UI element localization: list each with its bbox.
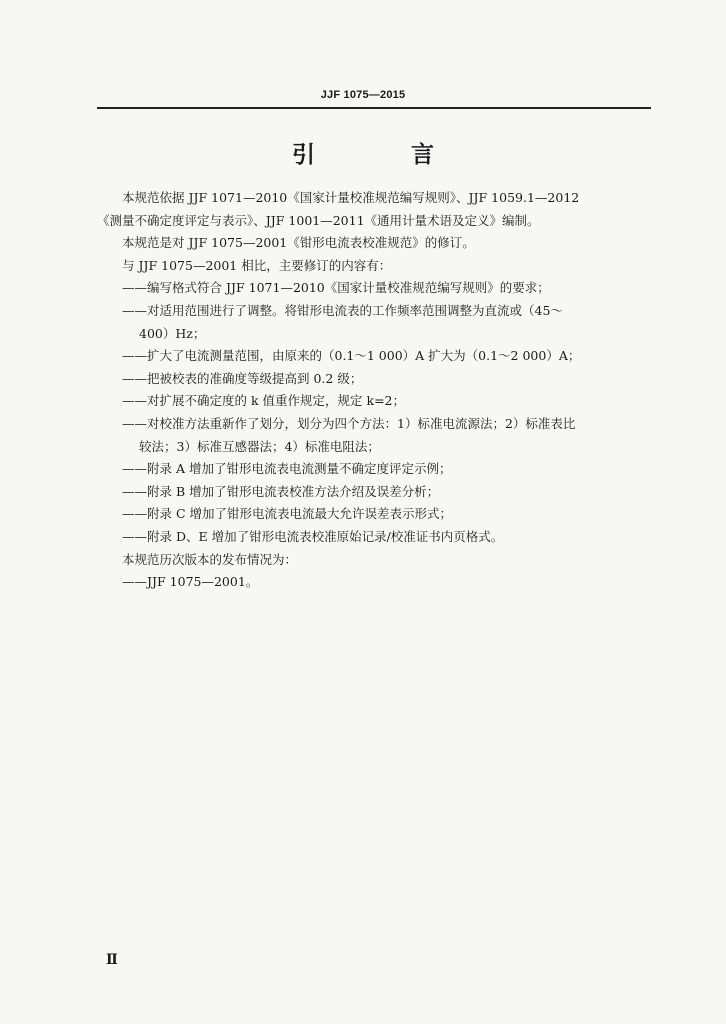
intro-paragraph-line-2: 《测量不确定度评定与表示》、JJF 1001—2011《通用计量术语及定义》编制。: [97, 212, 540, 228]
history-paragraph: 本规范历次版本的发布情况为：: [122, 551, 298, 567]
page-title: 引 言: [291, 142, 478, 168]
header-rule: [97, 107, 651, 109]
list-item: ——附录 D、E 增加了钳形电流表校准原始记录/校准证书内页格式。: [122, 528, 504, 544]
list-item: ——对扩展不确定度的 k 值重作规定，规定 k=2；: [122, 393, 405, 409]
list-item: ——附录 B 增加了钳形电流表校准方法介绍及误差分析；: [122, 483, 440, 499]
page-number: Ⅱ: [106, 952, 118, 968]
list-item: ——附录 C 增加了钳形电流表电流最大允许误差表示形式；: [122, 506, 453, 522]
list-item: ——对适用范围进行了调整。将钳形电流表的工作频率范围调整为直流或（45～: [122, 302, 563, 318]
list-item: ——JJF 1075—2001。: [122, 574, 259, 590]
list-item-continuation: 400）Hz；: [139, 325, 206, 341]
document-body: [97, 187, 651, 594]
intro-paragraph-line-1: 本规范依据 JJF 1071—2010《国家计量校准规范编写规则》、JJF 1059.1—2012: [122, 190, 580, 205]
revision-paragraph: 本规范是对 JJF 1075—2001《钳形电流表校准规范》的修订。: [122, 235, 475, 251]
document-code-header: JJF 1075—2015: [320, 89, 406, 101]
changes-intro: 与 JJF 1075—2001 相比，主要修订的内容有：: [122, 257, 392, 273]
list-item-continuation: 较法；3）标准互感器法；4）标准电阻法；: [139, 438, 380, 454]
list-item: ——扩大了电流测量范围，由原来的（0.1～1 000）A 扩大为（0.1～2 000）A；: [122, 348, 581, 364]
list-item: ——编写格式符合 JJF 1071—2010《国家计量校准规范编写规则》的要求；: [122, 280, 550, 296]
list-item: ——附录 A 增加了钳形电流表电流测量不确定度评定示例；: [122, 461, 452, 477]
list-item: ——对校准方法重新作了划分，划分为四个方法：1）标准电流源法；2）标准表比: [122, 415, 576, 431]
list-item: ——把被校表的准确度等级提高到 0.2 级；: [122, 370, 363, 386]
